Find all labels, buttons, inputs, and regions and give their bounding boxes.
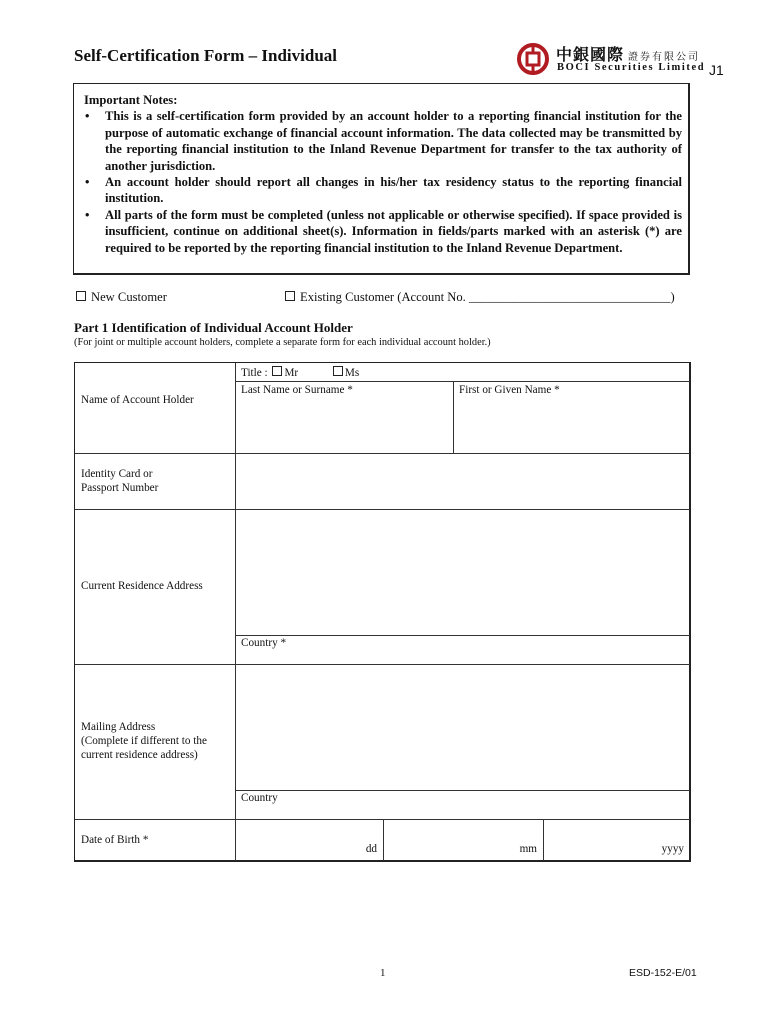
boc-emblem-icon bbox=[517, 43, 549, 75]
title-mr-checkbox[interactable] bbox=[272, 366, 282, 376]
mailing-country-label: Country bbox=[241, 792, 278, 804]
note-item: • An account holder should report all changes in his/her tax residency status to the reporting financial institution. bbox=[85, 175, 682, 206]
new-customer-label: New Customer bbox=[91, 290, 167, 304]
bullet-icon: • bbox=[85, 175, 90, 190]
residence-country-label: Country * bbox=[241, 637, 287, 649]
notes-list bbox=[84, 108, 682, 256]
title-mr-label: Mr bbox=[284, 367, 299, 379]
residence-address-input[interactable] bbox=[236, 510, 690, 635]
last-name-label: Last Name or Surname * bbox=[241, 384, 353, 396]
note-item: • All parts of the form must be completed (unless not applicable or otherwise specified). If space provided is insufficient, continue on additional sheet(s). Information in fields/parts marked with an asterisk (*) are required to be reported by the reporting financial institution to the Inland Revenue Department. bbox=[85, 207, 682, 255]
dob-mm-hint: mm bbox=[519, 843, 537, 855]
dob-year-input[interactable] bbox=[544, 820, 690, 860]
residence-address-label: Current Residence Address bbox=[81, 580, 203, 592]
title-ms-label: Ms bbox=[344, 367, 360, 379]
bullet-icon: • bbox=[85, 207, 90, 222]
document-code: ESD-152-E/01 bbox=[629, 967, 697, 979]
new-customer-option[interactable] bbox=[76, 290, 167, 305]
existing-customer-option[interactable] bbox=[285, 290, 675, 305]
residence-country-input[interactable] bbox=[236, 649, 690, 664]
title-field bbox=[241, 366, 359, 380]
mailing-address-label: Mailing Address (Complete if different to the current residence address) bbox=[81, 721, 207, 761]
logo-english-name: BOCI Securities Limited bbox=[557, 62, 706, 73]
residence-country-divider bbox=[235, 635, 690, 636]
title-ms-checkbox[interactable] bbox=[333, 366, 343, 376]
page-number: 1 bbox=[380, 967, 386, 979]
title-label: Title : bbox=[241, 367, 268, 379]
part1-title: Part 1 Identification of Individual Account Holder bbox=[74, 320, 353, 335]
first-name-label: First or Given Name * bbox=[459, 384, 560, 396]
last-name-input[interactable] bbox=[236, 397, 452, 452]
name-label: Name of Account Holder bbox=[81, 394, 194, 406]
id-label: Identity Card or Passport Number bbox=[81, 468, 159, 494]
dob-month-input[interactable] bbox=[384, 820, 543, 860]
new-customer-checkbox[interactable] bbox=[76, 291, 86, 301]
identification-table bbox=[74, 362, 691, 862]
notes-heading: Important Notes: bbox=[84, 93, 178, 107]
important-notes-box bbox=[73, 83, 690, 275]
dob-day-input[interactable] bbox=[236, 820, 383, 860]
existing-customer-checkbox[interactable] bbox=[285, 291, 295, 301]
note-item: • This is a self-certification form provided by an account holder to a reporting financial institution for the purpose of automatic exchange of financial account information. The data collected may be transmitted by the reporting financial institution to the Inland Revenue Department for transfer to the tax authority of another jurisdiction. bbox=[85, 109, 682, 173]
company-logo bbox=[517, 42, 706, 78]
title-row-divider bbox=[235, 381, 690, 382]
id-number-input[interactable] bbox=[236, 454, 690, 509]
form-title: Self-Certification Form – Individual bbox=[74, 46, 338, 65]
dob-label: Date of Birth * bbox=[81, 834, 149, 846]
dob-yyyy-hint: yyyy bbox=[661, 843, 684, 855]
first-name-input[interactable] bbox=[454, 397, 690, 452]
mailing-country-divider bbox=[235, 790, 690, 791]
part1-subtitle: (For joint or multiple account holders, complete a separate form for each individual account holder.) bbox=[74, 337, 491, 348]
existing-customer-label: Existing Customer (Account No. ________________________________) bbox=[300, 290, 675, 304]
logo-chinese-name: 中銀國際 證券有限公司 bbox=[556, 45, 701, 64]
mailing-country-input[interactable] bbox=[236, 804, 690, 819]
bullet-icon: • bbox=[85, 109, 90, 124]
dob-dd-hint: dd bbox=[365, 843, 377, 855]
form-code: J1 bbox=[709, 62, 724, 78]
mailing-address-input[interactable] bbox=[236, 665, 690, 790]
